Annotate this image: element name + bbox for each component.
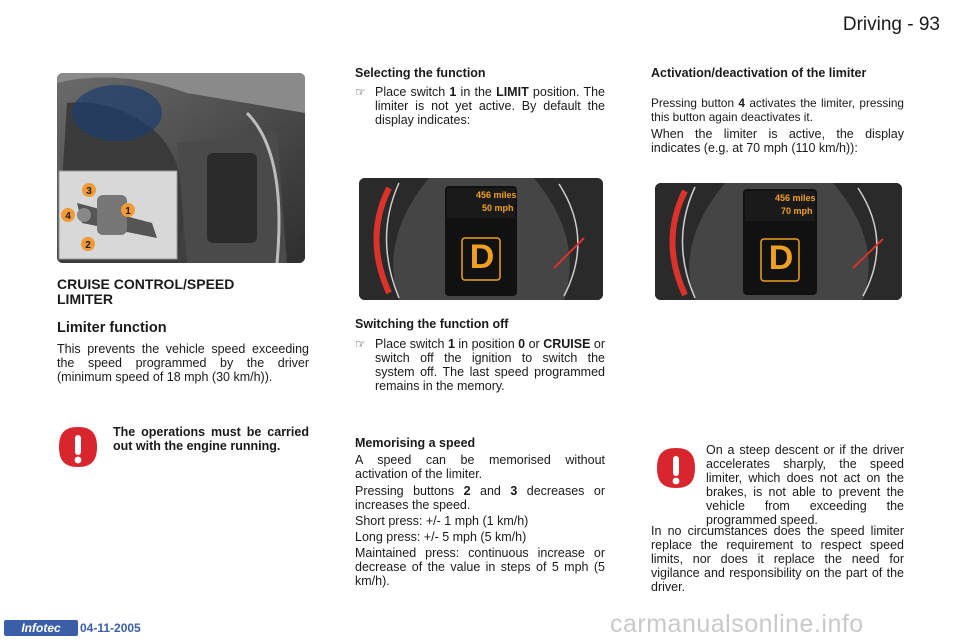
main-title: CRUISE CONTROL/SPEED LIMITER <box>57 276 235 307</box>
memorising-p3: Short press: +/- 1 mph (1 km/h) <box>355 514 529 528</box>
activation-title: Activation/deactivation of the limiter <box>651 66 867 80</box>
display1-speed: 50 mph <box>482 203 514 213</box>
switching-bullet: ☞ Place switch 1 in position 0 or CRUISE or switch off the ignition to switch the system off. The last speed programmed remains in the memory. <box>355 337 606 393</box>
cruise-control-stalk-figure <box>57 73 305 263</box>
stalk-illustration <box>57 73 305 263</box>
display-active-figure <box>655 183 902 300</box>
descent-warning-p1: On a steep descent or if the driver accelerates sharply, the speed limiter, which does not act on the brakes, is not able to prevent the vehicle from exceeding the programmed speed. <box>706 443 904 527</box>
limiter-function-title: Limiter function <box>57 320 167 336</box>
page-number: 93 <box>918 14 940 35</box>
intro-paragraph: This prevents the vehicle speed exceeding the speed programmed by the driver (minimum speed of 18 mph (30 km/h)). <box>57 342 309 384</box>
watermark: carmanualsonline.info <box>610 610 864 638</box>
descent-warning-p2: In no circumstances does the speed limiter replace the requirement to respect speed limits, nor does it replace the need for vigilance and responsibility on the part of the driver. <box>651 524 904 594</box>
display2-gear: D <box>768 239 794 277</box>
display1-odometer: 456 miles <box>476 190 517 200</box>
callout-4: 4 <box>65 211 71 222</box>
callout-1: 1 <box>125 206 131 217</box>
display-default-figure <box>359 178 603 300</box>
display2-odometer: 456 miles <box>775 193 816 203</box>
memorising-p1: A speed can be memorised without activation of the limiter. <box>355 453 605 481</box>
warning-icon <box>57 425 99 469</box>
selecting-title: Selecting the function <box>355 66 486 80</box>
activation-p1: Pressing button 4 activates the limiter, pressing this button again deactivates it. <box>651 96 904 124</box>
engine-running-warning: The operations must be carried out with the engine running. <box>113 425 309 453</box>
display2-speed: 70 mph <box>781 206 813 216</box>
switching-title: Switching the function off <box>355 317 509 331</box>
pointer-icon: ☞ <box>355 85 366 99</box>
memorising-title: Memorising a speed <box>355 436 476 450</box>
memorising-p5: Maintained press: continuous increase or decrease of the value in steps of 5 mph (5 km/h). <box>355 546 605 588</box>
display1-gear: D <box>469 238 495 276</box>
footer-date: 04-11-2005 <box>80 621 141 635</box>
activation-p2: When the limiter is active, the display indicates (e.g. at 70 mph (110 km/h)): <box>651 127 904 155</box>
warning-icon <box>655 446 697 490</box>
selecting-bullet: ☞ Place switch 1 in the LIMIT position. The limiter is not yet active. By default the display indicates: <box>355 85 605 127</box>
page-header <box>820 14 940 36</box>
memorising-p2: Pressing buttons 2 and 3 decreases or increases the speed. <box>355 484 605 512</box>
infotec-logo: Infotec <box>4 620 78 636</box>
callout-2: 2 <box>85 240 91 251</box>
memorising-p4: Long press: +/- 5 mph (5 km/h) <box>355 530 527 544</box>
callout-3: 3 <box>86 186 92 197</box>
section-name: Driving <box>842 14 902 35</box>
header-separator: - <box>907 14 914 35</box>
pointer-icon: ☞ <box>355 337 366 351</box>
